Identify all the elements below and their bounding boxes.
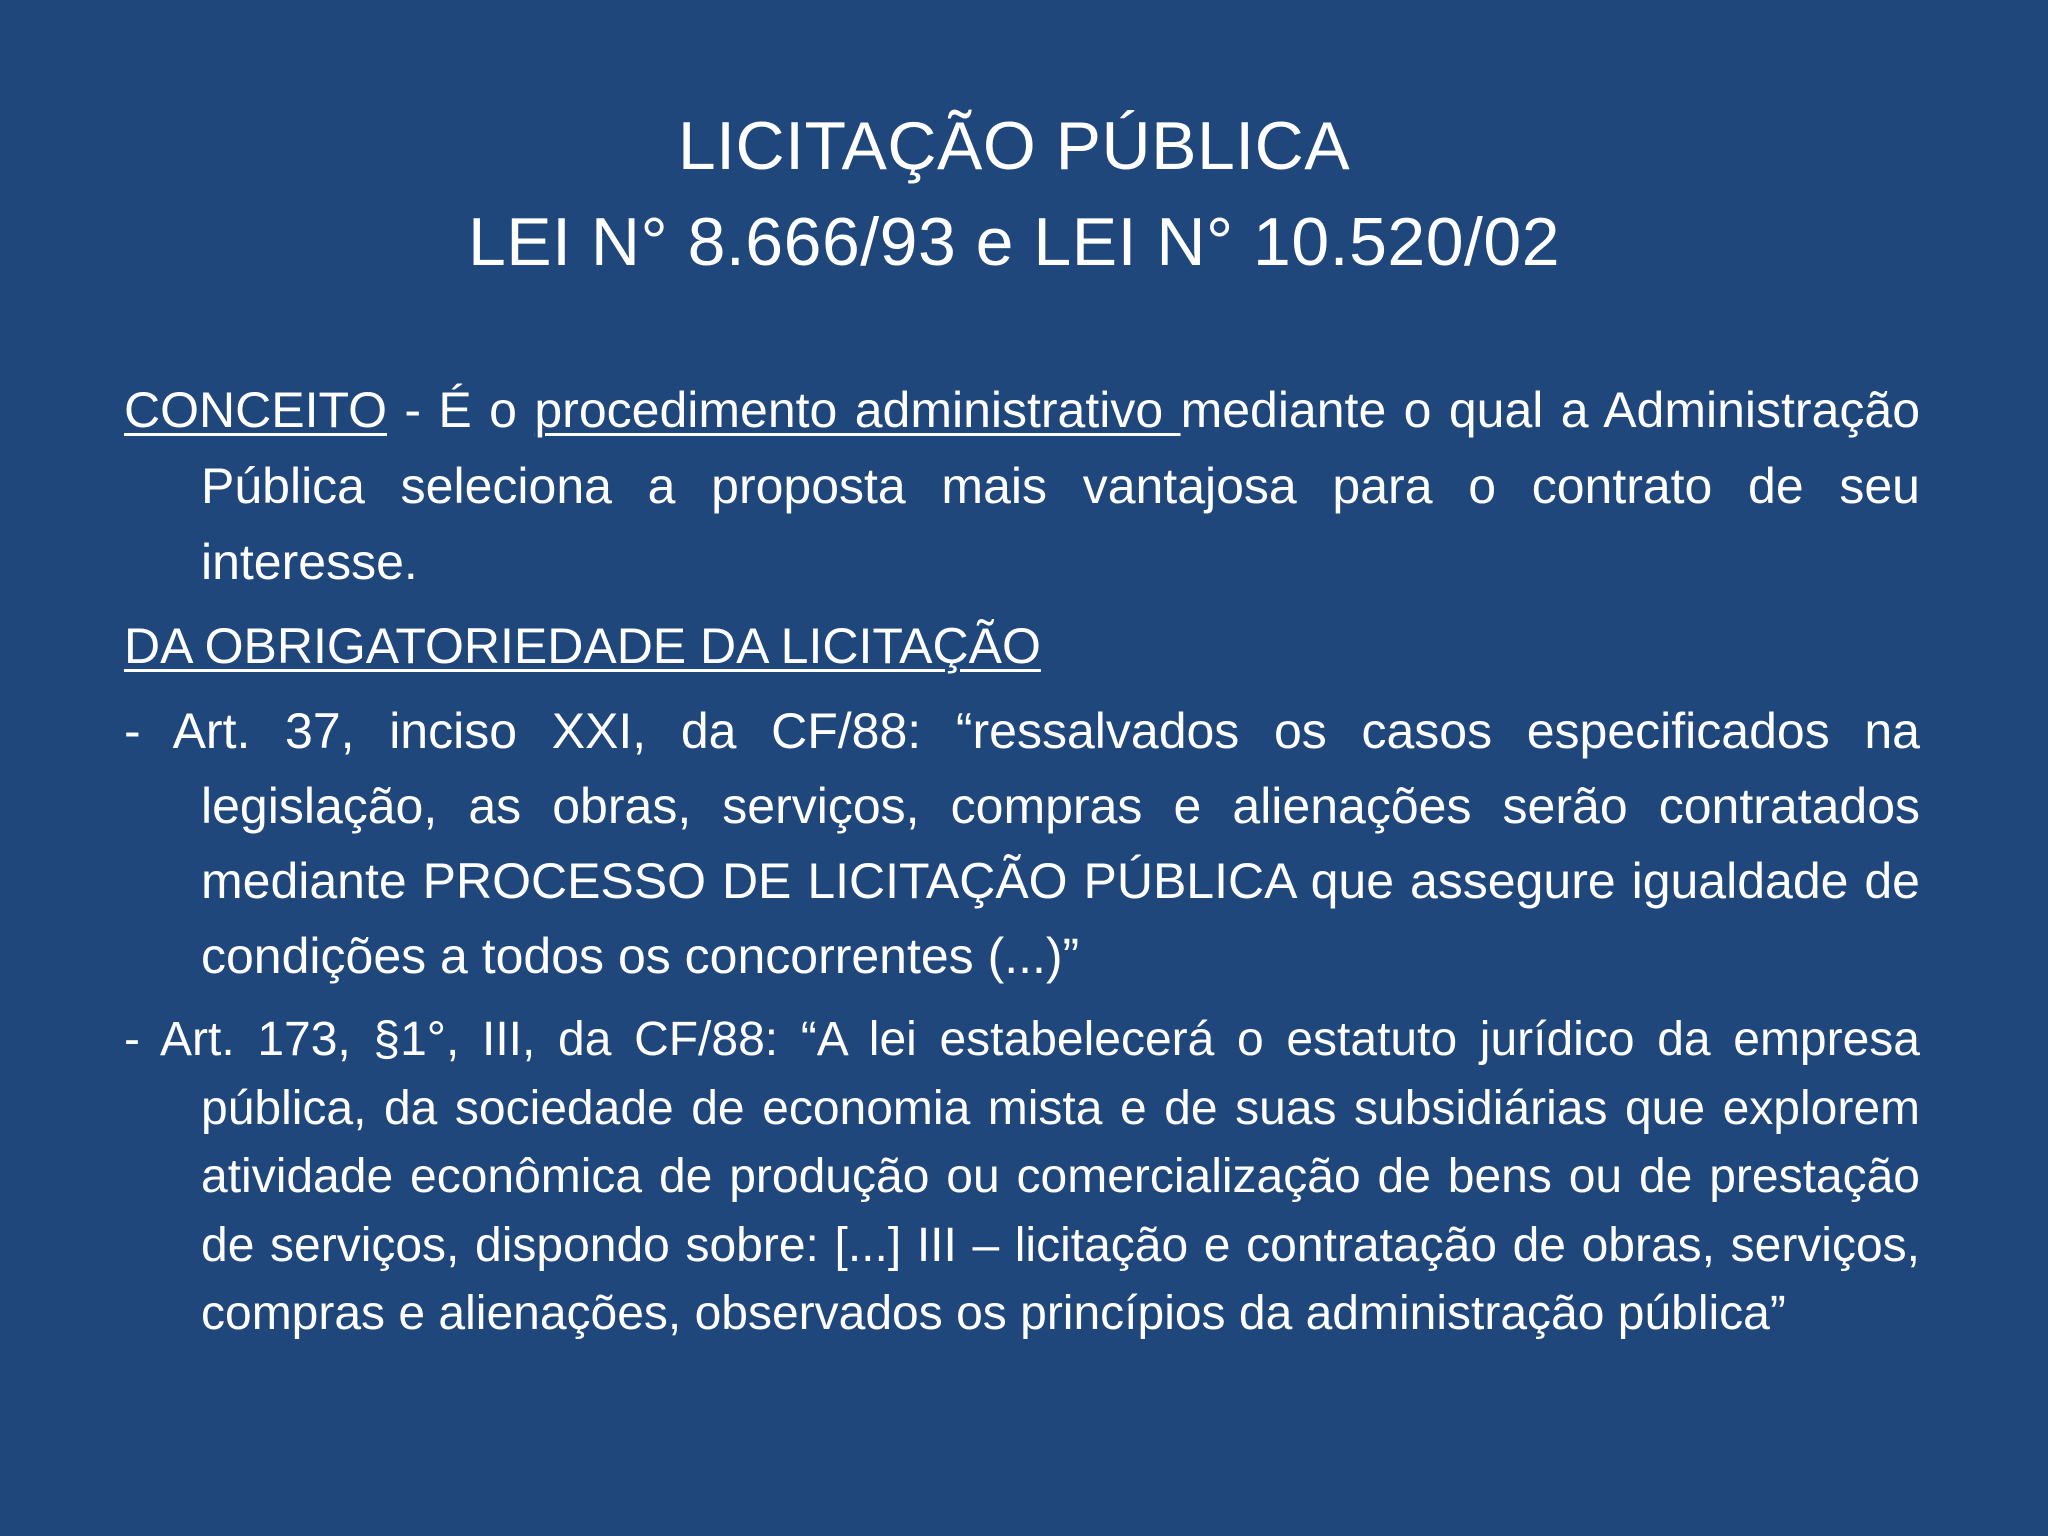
concept-connector: - É o <box>387 382 535 438</box>
slide-title <box>0 98 2048 290</box>
concept-definition: mediante o qual a Administração Pública seleciona a proposta mais vantajosa para o contrato de seu interesse. <box>201 382 1920 590</box>
art37-paragraph: - Art. 37, inciso XXI, da CF/88: “ressalvados os casos especificados na legislação, as obras, serviços, compras e alienações serão contratados mediante PROCESSO DE LICITAÇÃO PÚBLICA que assegure igualdade de condições a todos os concorrentes (...)” <box>124 703 1920 984</box>
art173-paragraph: - Art. 173, §1°, III, da CF/88: “A lei estabelecerá o estatuto jurídico da empresa pública, da sociedade de economia mista e de suas subsidiárias que explorem atividade econômica de produção ou comercialização de bens ou de prestação de serviços, dispondo sobre: [...] III – licitação e contratação de obras, serviços, compras e alienações, observados os princípios da administração pública” <box>124 1013 1920 1340</box>
concept-term: procedimento administrativo <box>534 382 1181 438</box>
slide-body <box>124 372 1920 1349</box>
title-line-1: LICITAÇÃO PÚBLICA <box>677 108 1351 184</box>
concept-paragraph <box>124 372 1920 600</box>
concept-label: CONCEITO <box>124 382 387 438</box>
obligation-heading: DA OBRIGATORIEDADE DA LICITAÇÃO <box>124 618 1041 674</box>
title-line-2: LEI N° 8.666/93 e LEI N° 10.520/02 <box>467 204 1561 280</box>
